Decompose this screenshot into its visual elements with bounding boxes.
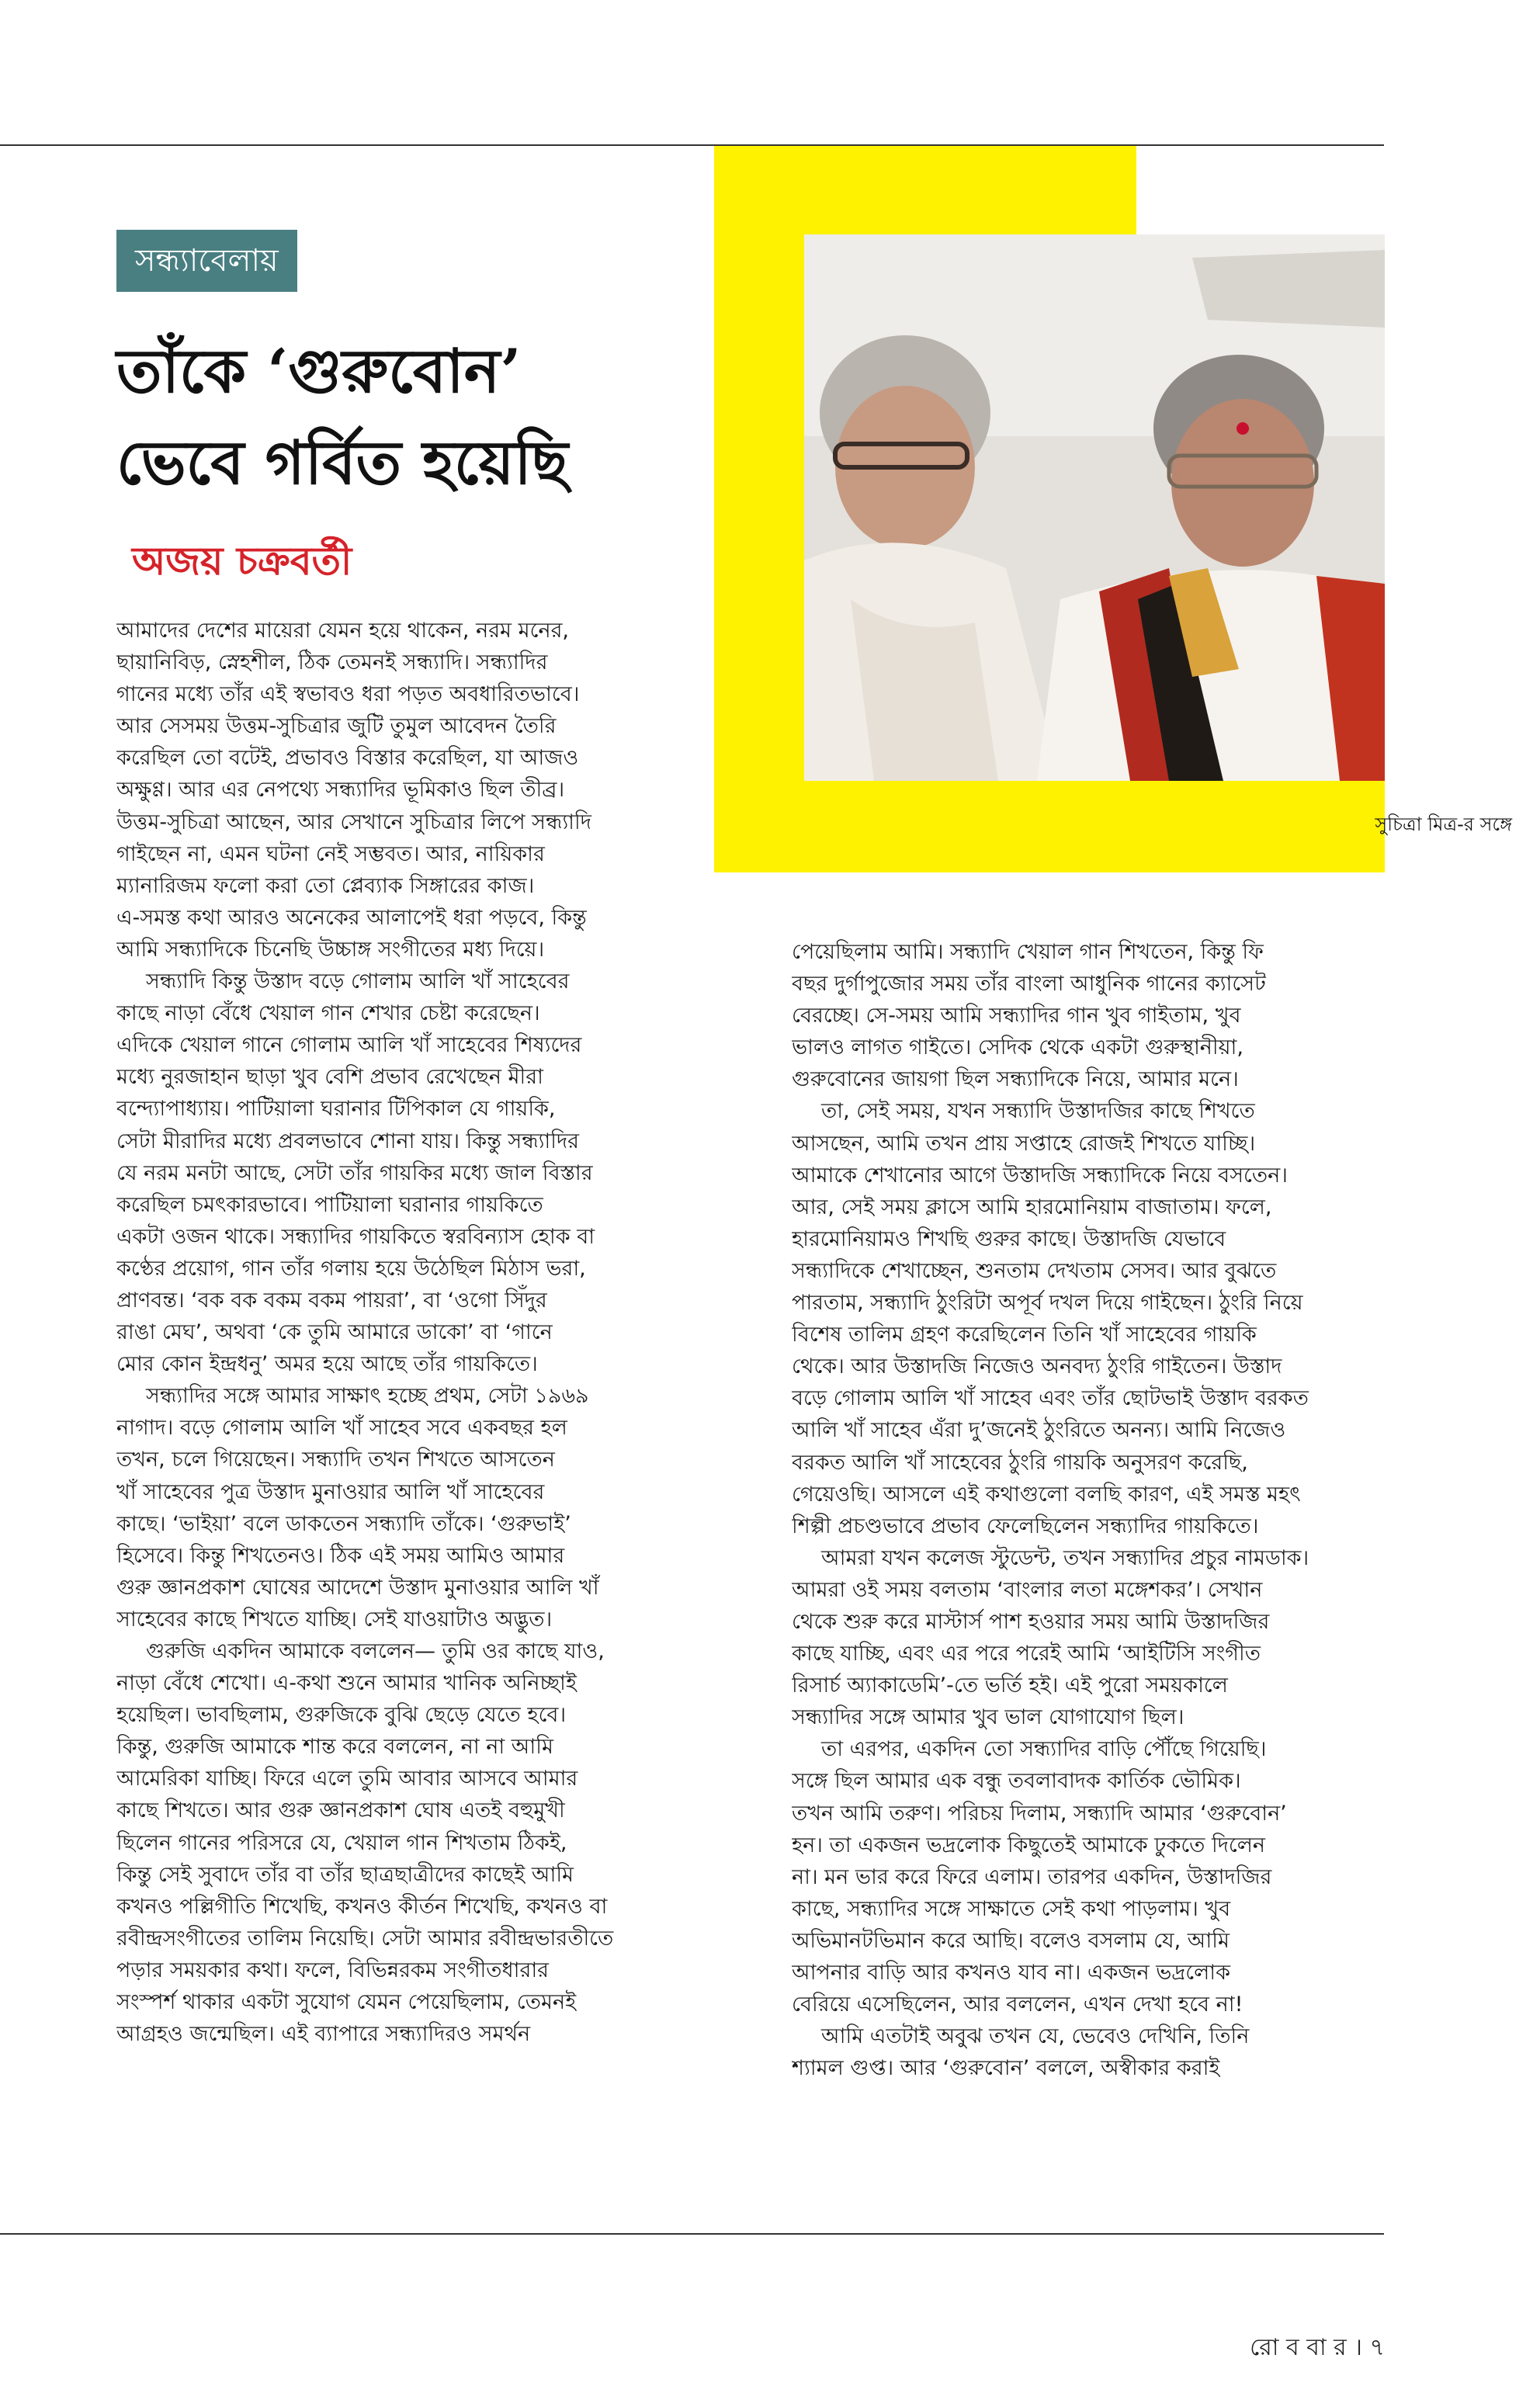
text-line: গাইছেন না, এমন ঘটনা নেই সম্ভবত। আর, নায়িকার [116,841,545,866]
text-line: আমরা যখন কলেজ স্টুডেন্ট, তখন সন্ধ্যাদির প্রচুর নামডাক। [821,1545,1309,1570]
text-line: পারতাম, সন্ধ্যাদি ঠুংরিটা অপূর্ব দখল দিয়ে গাইছেন। ঠুংরি নিয়ে [792,1291,1303,1316]
article-column-left [116,615,691,2050]
author-byline: অজয় চক্রবর্তী [132,538,352,584]
text-line: সাহেবের কাছে শিখতে যাচ্ছি। সেই যাওয়াটাও অদ্ভুত। [116,1607,553,1632]
text-line: সন্ধ্যাদি কিন্তু উস্তাদ বড়ে গোলাম আলি খাঁ সাহেবের [146,969,570,994]
text-line: রাঙা মেঘ’, অথবা ‘কে তুমি আমারে ডাকো’ বা ‘গানে [116,1320,553,1345]
text-line: আর, সেই সময় ক্লাসে আমি হারমোনিয়াম বাজাতাম। ফলে, [792,1195,1272,1219]
photo-illustration [804,234,1385,781]
yellow-accent-block [714,146,1136,234]
headline-line-2: ভেবে গর্বিত হয়েছি [116,428,569,498]
text-line: সন্ধ্যাদির সঙ্গে আমার খুব ভাল যোগাযোগ ছিল। [792,1705,1184,1730]
text-line: কণ্ঠের প্রয়োগ, গান তাঁর গলায় হয়ে উঠেছিল মিঠাস ভরা, [116,1256,586,1281]
text-line: সঙ্গে ছিল আমার এক বন্ধু তবলাবাদক কার্তিক ভৌমিক। [792,1769,1241,1794]
text-line: তখন আমি তরুণ। পরিচয় দিলাম, সন্ধ্যাদি আমার ‘গুরুবোন’ [792,1801,1287,1826]
text-line: না। মন ভার করে ফিরে এলাম। তারপর একদিন, উস্তাদজির [792,1864,1272,1889]
text-line: ভালও লাগত গাইতে। সেদিক থেকে একটা গুরুস্থানীয়া, [792,1035,1243,1060]
text-line: শ্যামল গুপ্ত। আর ‘গুরুবোন’ বললে, অস্বীকার করাই [792,2056,1220,2081]
text-line: গুরুজি একদিন আমাকে বললেন— তুমি ওর কাছে যাও, [146,1639,605,1663]
page-folio: রো ব বা র । ৭ [1250,2334,1385,2361]
text-line: এ-সমস্ত কথা আরও অনেকের আলাপেই ধরা পড়বে, কিন্তু [116,905,587,930]
text-line: একটা ওজন থাকে। সন্ধ্যাদির গায়কিতে স্বরবিন্যাস হোক বা [116,1224,595,1249]
headline [116,326,691,509]
text-line: মধ্যে নুরজাহান ছাড়া খুব বেশি প্রভাব রেখেছেন মীরা [116,1065,543,1090]
text-line: বন্দ্যোপাধ্যায়। পাটিয়ালা ঘরানার টিপিকাল যে গায়কি, [116,1097,556,1122]
text-line: পড়ার সময়কার কথা। ফলে, বিভিন্নরকম সংগীতধারার [116,1958,550,1982]
text-line: আসছেন, আমি তখন প্রায় সপ্তাহে রোজই শিখতে যাচ্ছি। [792,1131,1256,1156]
text-line: কাছে। ‘ভাইয়া’ বলে ডাকতেন সন্ধ্যাদি তাঁকে। ‘গুরুভাই’ [116,1511,571,1536]
text-line: ছিলেন গানের পরিসরে যে, খেয়াল গান শিখতাম ঠিকই, [116,1830,567,1855]
text-line: বিশেষ তালিম গ্রহণ করেছিলেন তিনি খাঁ সাহেবের গায়কি [792,1323,1257,1347]
text-line: তা, সেই সময়, যখন সন্ধ্যাদি উস্তাদজির কাছে শিখতে [821,1099,1255,1124]
text-line: আমেরিকা যাচ্ছি। ফিরে এলে তুমি আবার আসবে আমার [116,1767,578,1791]
text-line: কাছে নাড়া বেঁধে খেয়াল গান শেখার চেষ্টা করেছেন। [116,1001,540,1026]
text-line: রিসার্চ অ্যাকাডেমি’-তে ভর্তি হই। এই পুরো সময়কালে [792,1673,1228,1698]
text-line: সন্ধ্যাদির সঙ্গে আমার সাক্ষাৎ হচ্ছে প্রথম, সেটা ১৯৬৯ [146,1384,589,1409]
text-line: রবীন্দ্রসংগীতের তালিম নিয়েছি। সেটা আমার রবীন্দ্রভারতীতে [116,1926,614,1951]
text-line: হিসেবে। কিন্তু শিখতেনও। ঠিক এই সময় আমিও আমার [116,1543,565,1568]
text-line: হারমোনিয়ামও শিখছি গুরুর কাছে। উস্তাদজি যেভাবে [792,1226,1226,1251]
text-line: আর সেসময় উত্তম-সুচিত্রার জুটি তুমুল আবেদন তৈরি [116,714,557,739]
text-line: আমাকে শেখানোর আগে উস্তাদজি সন্ধ্যাদিকে নিয়ে বসতেন। [792,1163,1288,1188]
text-line: হয়েছিল। ভাবছিলাম, গুরুজিকে বুঝি ছেড়ে যেতে হবে। [116,1703,567,1728]
text-line: পেয়েছিলাম আমি। সন্ধ্যাদি খেয়াল গান শিখতেন, কিন্তু ফি [792,940,1264,964]
text-line: গানের মধ্যে তাঁর এই স্বভাবও ধরা পড়ত অবধারিতভাবে। [116,682,580,707]
text-line: বরকত আলি খাঁ সাহেবের ঠুংরি গায়কি অনুসরণ করেছি, [792,1450,1248,1475]
text-line: করেছিল তো বটেই, প্রভাবও বিস্তার করেছিল, যা আজও [116,746,579,771]
text-line: কিন্তু, গুরুজি আমাকে শান্ত করে বললেন, না না আমি [116,1735,553,1760]
text-line: হন। তা একজন ভদ্রলোক কিছুতেই আমাকে ঢুকতে দিলেন [792,1833,1266,1857]
text-line: সেটা মীরাদির মধ্যে প্রবলভাবে শোনা যায়। কিন্তু সন্ধ্যাদির [116,1129,580,1153]
text-line: আমি এতটাই অবুঝ তখন যে, ভেবেও দেখিনি, তিনি [821,2024,1250,2049]
text-line: শিল্পী প্রচণ্ডভাবে প্রভাব ফেলেছিলেন সন্ধ্যাদির গায়কিতে। [792,1514,1259,1538]
text-line: খাঁ সাহেবের পুত্র উস্তাদ মুনাওয়ার আলি খাঁ সাহেবের [116,1479,545,1504]
text-line: মোর কোন ইন্দ্রধনু’ অমর হয়ে আছে তাঁর গায়কিতে। [116,1352,538,1377]
text-line: কখনও পল্লিগীতি শিখেছি, কখনও কীর্তন শিখেছি, কখনও বা [116,1894,608,1919]
section-tag: সন্ধ্যাবেলায় [116,230,297,292]
text-line: যে নরম মনটা আছে, সেটা তাঁর গায়কির মধ্যে জাল বিস্তার [116,1160,593,1185]
headline-line-1: তাঁকে ‘গুরুবোন’ [116,336,522,407]
text-line: উত্তম-সুচিত্রা আছেন, আর সেখানে সুচিত্রার লিপে সন্ধ্যাদি [116,810,591,834]
text-line: নাগাদ। বড়ে গোলাম আলি খাঁ সাহেব সবে একবছর হল [116,1416,567,1441]
text-line: কাছে, সন্ধ্যাদির সঙ্গে সাক্ষাতে সেই কথা পাড়লাম। খুব [792,1896,1231,1921]
text-line: আমাদের দেশের মায়েরা যেমন হয়ে থাকেন, নরম মনের, [116,619,570,643]
text-line: গুরু জ্ঞানপ্রকাশ ঘোষের আদেশে উস্তাদ মুনাওয়ার আলি খাঁ [116,1575,599,1600]
text-line: গেয়েওছি। আসলে এই কথাগুলো বলছি কারণ, এই সমস্ত মহৎ [792,1482,1301,1507]
text-line: সংস্পর্শ থাকার একটা সুযোগ যেমন পেয়েছিলাম, তেমনই [116,1990,577,2015]
text-line: থেকে। আর উস্তাদজি নিজেও অনবদ্য ঠুংরি গাইতেন। উস্তাদ [792,1354,1282,1379]
text-line: অভিমানটভিমান করে আছি। বলেও বসলাম যে, আমি [792,1928,1230,1953]
text-line: তা এরপর, একদিন তো সন্ধ্যাদির বাড়ি পৌঁছে গিয়েছি। [821,1737,1267,1762]
bottom-rule [0,2233,1384,2235]
photo-caption: সুচিত্রা মিত্র-র সঙ্গে [1375,813,1512,835]
text-line: কাছে যাচ্ছি, এবং এর পরে পরেই আমি ‘আইটিসি সংগীত [792,1642,1261,1666]
text-line: আমি সন্ধ্যাদিকে চিনেছি উচ্চাঙ্গ সংগীতের মধ্য দিয়ে। [116,937,545,962]
text-line: তখন, চলে গিয়েছেন। সন্ধ্যাদি তখন শিখতে আসতেন [116,1448,555,1472]
text-line: থেকে শুরু করে মাস্টার্স পাশ হওয়ার সময় আমি উস্তাদজির [792,1609,1270,1634]
text-line: গুরুবোনের জায়গা ছিল সন্ধ্যাদিকে নিয়ে, আমার মনে। [792,1067,1239,1092]
text-line: বছর দুর্গাপুজোর সময় তাঁর বাংলা আধুনিক গানের ক্যাসেট [792,972,1266,997]
text-line: বেরচ্ছে। সে-সময় আমি সন্ধ্যাদির গান খুব গাইতাম, খুব [792,1004,1241,1028]
text-line: আমরা ওই সময় বলতাম ‘বাংলার লতা মঙ্গেশকর’। সেখান [792,1577,1263,1602]
text-line: নাড়া বেঁধে শেখো। এ-কথা শুনে আমার খানিক অনিচ্ছাই [116,1671,577,1696]
text-line: ছায়ানিবিড়, স্নেহশীল, ঠিক তেমনই সন্ধ্যাদি। সন্ধ্যাদির [116,650,548,675]
text-line: আপনার বাড়ি আর কখনও যাব না। একজন ভদ্রলোক [792,1961,1230,1985]
photo-two-women [804,234,1385,781]
text-line: কাছে শিখতে। আর গুরু জ্ঞানপ্রকাশ ঘোষ এতই বহুমুখী [116,1798,565,1823]
text-line: বড়ে গোলাম আলি খাঁ সাহেব এবং তাঁর ছোটভাই উস্তাদ বরকত [792,1386,1309,1411]
text-line: সন্ধ্যাদিকে শেখাচ্ছেন, শুনতাম দেখতাম সেসব। আর বুঝতে [792,1258,1277,1283]
text-line: ম্যানারিজম ফলো করা তো প্লেব্যাক সিঙ্গারের কাজ। [116,873,535,898]
text-line: আগ্রহও জন্মেছিল। এই ব্যাপারে সন্ধ্যাদিরও সমর্থন [116,2022,531,2047]
article-column-right [792,936,1389,2084]
text-line: অক্ষুণ্ণ। আর এর নেপথ্যে সন্ধ্যাদির ভূমিকাও ছিল তীব্র। [116,778,565,803]
text-line: কিন্তু সেই সুবাদে তাঁর বা তাঁর ছাত্রছাত্রীদের কাছেই আমি [116,1862,574,1887]
text-line: প্রাণবন্ত। ‘বক বক বকম বকম পায়রা’, বা ‘ওগো সিঁদুর [116,1288,547,1313]
text-line: এদিকে খেয়াল গানে গোলাম আলি খাঁ সাহেবের শিষ্যদের [116,1033,582,1058]
top-rule [0,144,1384,146]
text-line: করেছিল চমৎকারভাবে। পাটিয়ালা ঘরানার গায়কিতে [116,1192,543,1217]
text-line: আলি খাঁ সাহেব এঁরা দু’জনেই ঠুংরিতে অনন্য। আমি নিজেও [792,1418,1286,1443]
text-line: বেরিয়ে এসেছিলেন, আর বললেন, এখন দেখা হবে না! [792,1992,1243,2017]
